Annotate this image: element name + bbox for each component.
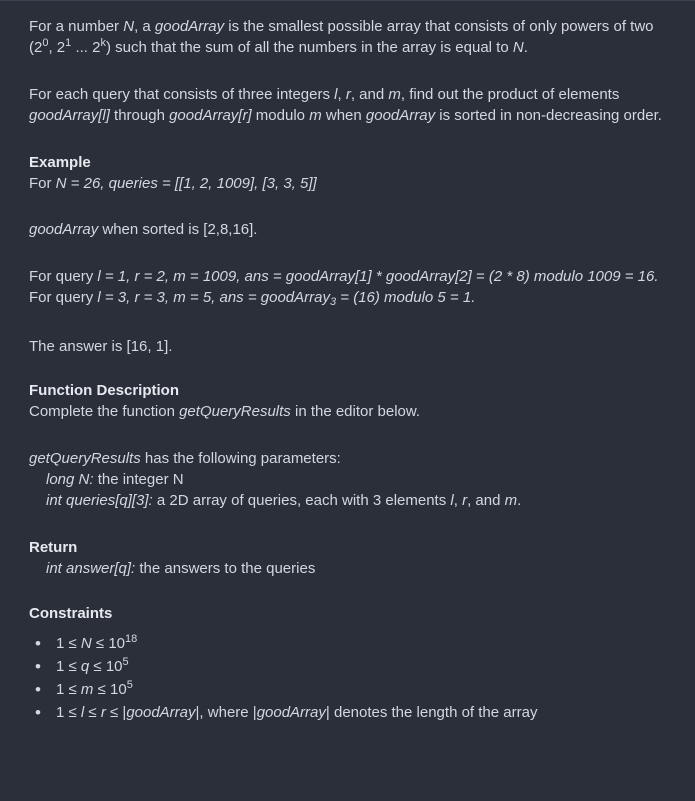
query-paragraph: For each query that consists of three integers l, r, and m, find out the product of elements goodArray[l] through goodArray[r] modulo m when goodArray is sorted in non-decreasing order. [29,86,662,124]
intro-paragraph: For a number N, a goodArray is the smallest possible array that consists of only powers of two ($2^0$, $2^1$ ... 2$^k$) such that the sum of all the numbers in the array is equal to N. [29,18,654,56]
constraint-n: • $1 \le N \le 10^{18}$ [29,633,667,654]
example-query-1: For query l = 1, r = 2, m = 1009, ans = goodArray[1] * goodArray[2] = (2 * 8) modulo 1009 = 16. [29,268,659,285]
top-divider [0,0,695,1]
example-sorted: goodArray when sorted is [2,8,16]. [29,221,258,238]
constraints-heading: Constraints [29,605,113,622]
param-queries: int queries[q][3]: a 2D array of queries, each with 3 elements l, r, and m. [46,492,522,509]
example-answer: The answer is [16, 1]. [29,338,173,355]
example-heading: Example [29,154,91,171]
function-description-heading: Function Description [29,382,179,399]
example-query-2: For query l = 3, r = 3, m = 5, ans = goodArray$_3$ = (16) modulo 5 = 1. [29,289,476,308]
constraints-list [29,633,667,723]
parameters-intro: getQueryResults has the following parameters: [29,450,341,467]
example-input: For N = 26, queries = [[1, 2, 1009], [3, 3, 5]] [29,175,317,192]
param-n: long N: the integer N [46,471,184,488]
constraint-q: • $1 \le q \le 10^5$ [29,656,667,677]
return-heading: Return [29,539,78,556]
return-value: int answer[q]: the answers to the queries [46,560,316,577]
constraint-m: • $1 \le m \le 10^5$ [29,679,667,700]
function-description-text: Complete the function getQueryResults in the editor below. [29,403,421,420]
constraint-lr: • 1 ≤ l ≤ r ≤ |goodArray|, where |goodArray| denotes the length of the array [29,702,667,723]
